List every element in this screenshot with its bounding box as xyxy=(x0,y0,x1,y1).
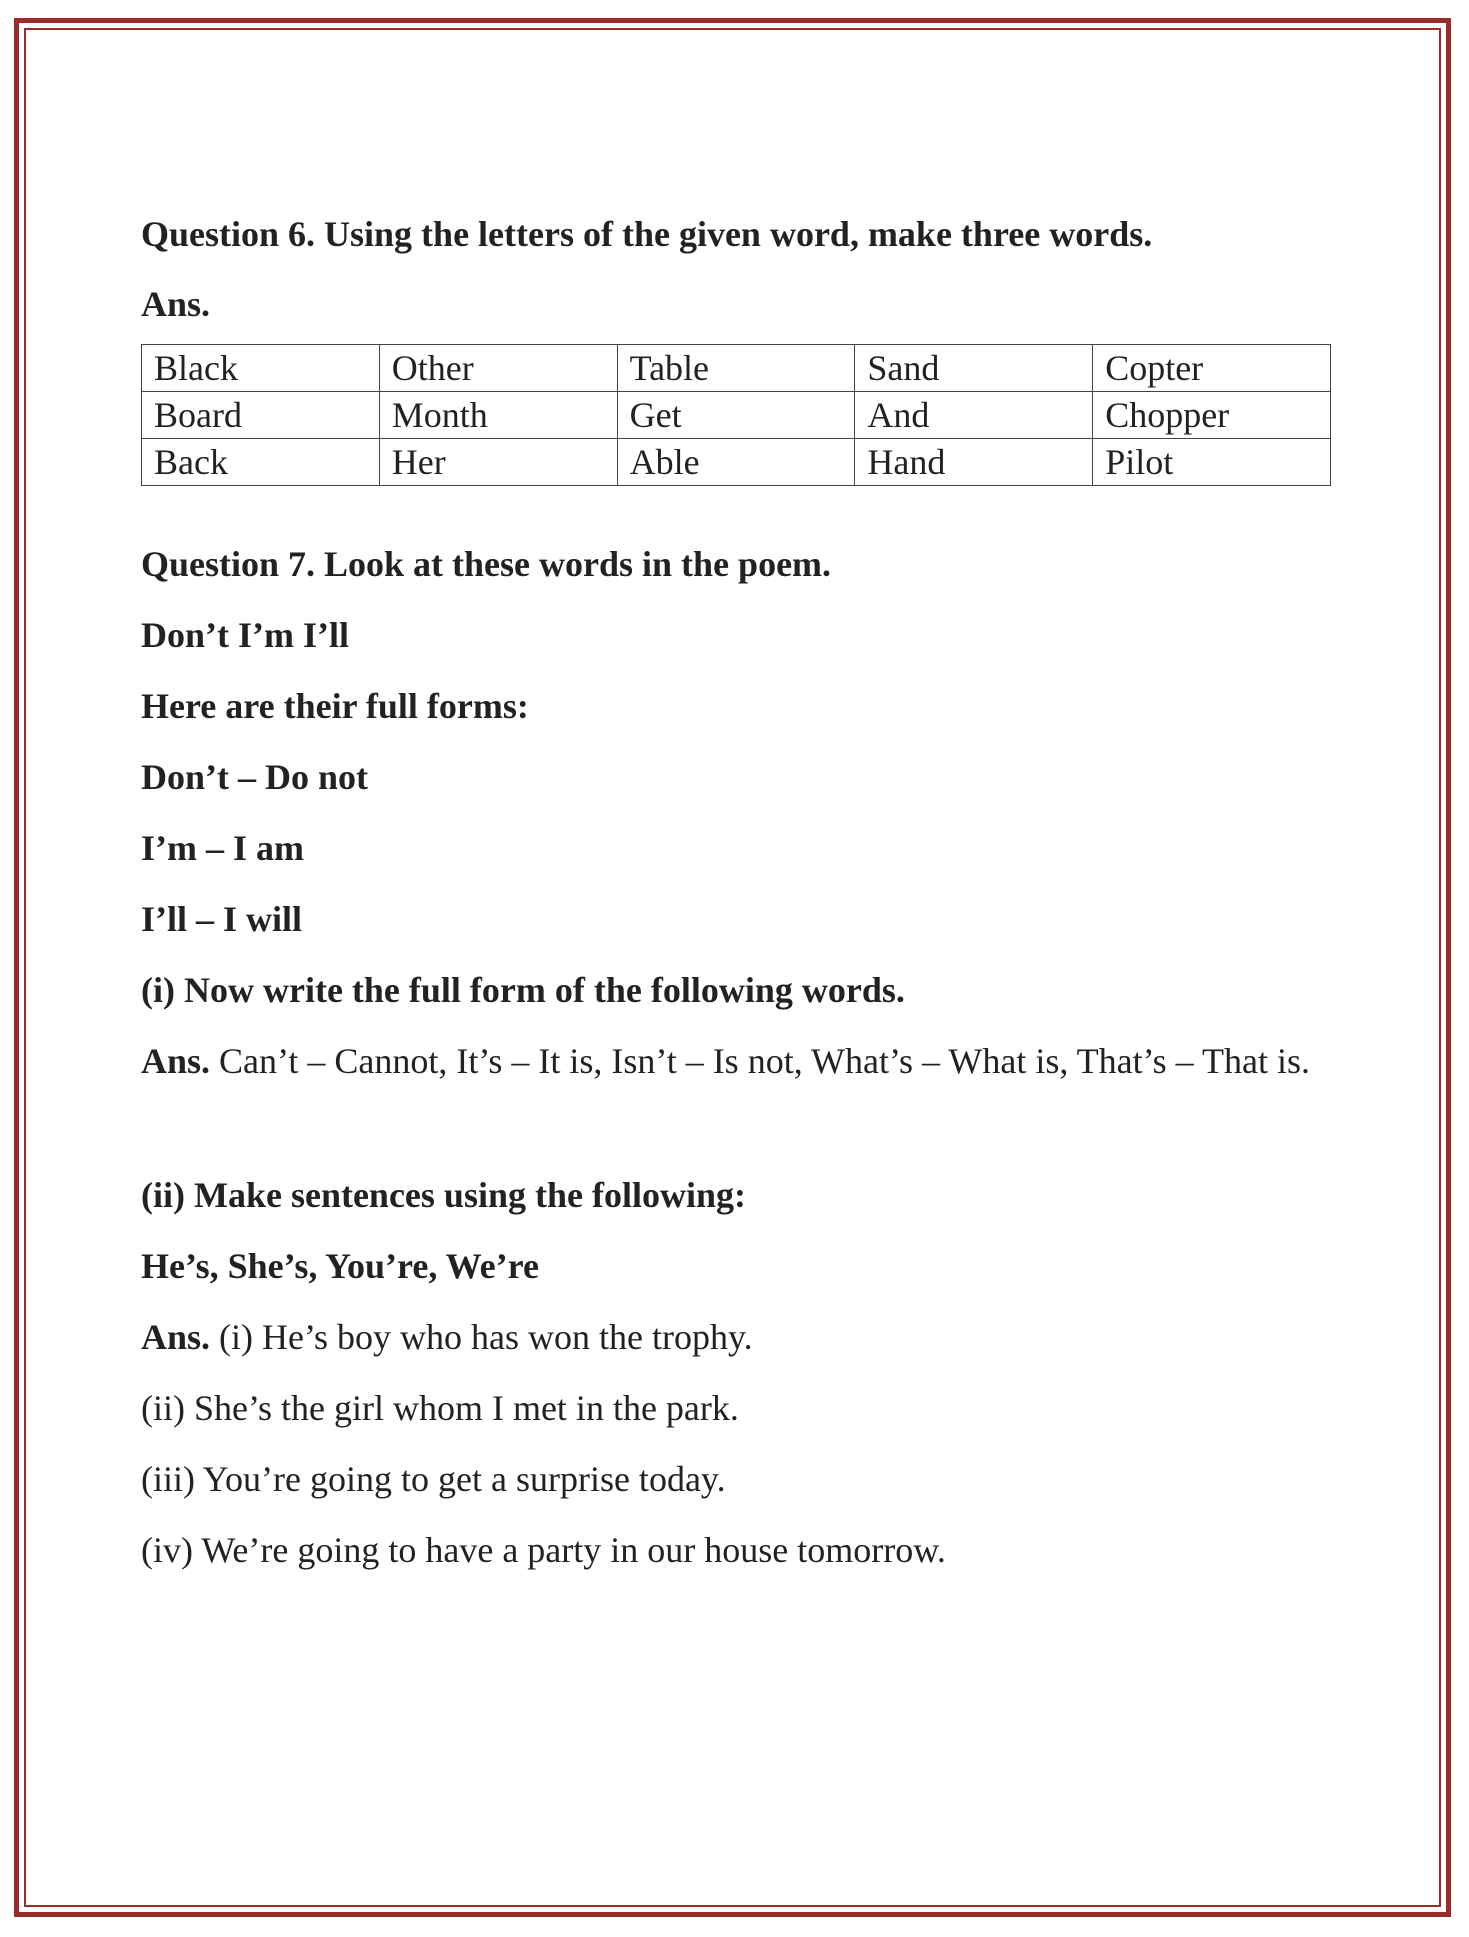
question-7-words: Don’t I’m I’ll xyxy=(141,615,349,655)
ans-label: Ans. xyxy=(141,1041,211,1081)
part-1-title: (i) Now write the full form of the following words. xyxy=(141,970,905,1010)
part-2-title: (ii) Make sentences using the following: xyxy=(141,1175,746,1215)
table-cell: Sand xyxy=(855,345,1093,392)
word-table xyxy=(141,344,1331,486)
document-content xyxy=(141,210,1331,1574)
table-row xyxy=(142,345,1331,392)
table-cell: Board xyxy=(142,392,380,439)
table-cell: Chopper xyxy=(1093,392,1331,439)
table-cell: Able xyxy=(617,439,855,486)
question-6-ans-label: Ans. xyxy=(141,284,211,324)
part-1-answer xyxy=(141,1037,1331,1085)
part-1-answer-text: Can’t – Cannot, It’s – It is, Isn’t – Is not, What’s – What is, That’s – That is. xyxy=(210,1041,1310,1081)
table-cell: Get xyxy=(617,392,855,439)
full-form-item: I’m – I am xyxy=(141,828,304,868)
table-cell: Her xyxy=(379,439,617,486)
table-row xyxy=(142,439,1331,486)
sentence-item: (iv) We’re going to have a party in our house tomorrow. xyxy=(141,1530,946,1570)
table-cell: Pilot xyxy=(1093,439,1331,486)
table-cell: Other xyxy=(379,345,617,392)
table-cell: Copter xyxy=(1093,345,1331,392)
question-7-title: Question 7. Look at these words in the poem. xyxy=(141,544,832,584)
full-forms-heading: Here are their full forms: xyxy=(141,686,529,726)
table-cell: Black xyxy=(142,345,380,392)
sentence-item: (iii) You’re going to get a surprise today. xyxy=(141,1459,726,1499)
table-cell: Back xyxy=(142,439,380,486)
question-6-title: Question 6. Using the letters of the given word, make three words. xyxy=(141,214,1153,254)
table-cell: Month xyxy=(379,392,617,439)
sentence-item xyxy=(141,1313,1331,1361)
sentence-item: (ii) She’s the girl whom I met in the park. xyxy=(141,1388,739,1428)
full-form-item: Don’t – Do not xyxy=(141,757,369,797)
table-row xyxy=(142,392,1331,439)
full-form-item: I’ll – I will xyxy=(141,899,303,939)
part-2-words: He’s, She’s, You’re, We’re xyxy=(141,1246,539,1286)
ans-label: Ans. xyxy=(141,1317,211,1357)
table-cell: Hand xyxy=(855,439,1093,486)
sentence-text: (i) He’s boy who has won the trophy. xyxy=(210,1317,753,1357)
table-cell: And xyxy=(855,392,1093,439)
table-cell: Table xyxy=(617,345,855,392)
